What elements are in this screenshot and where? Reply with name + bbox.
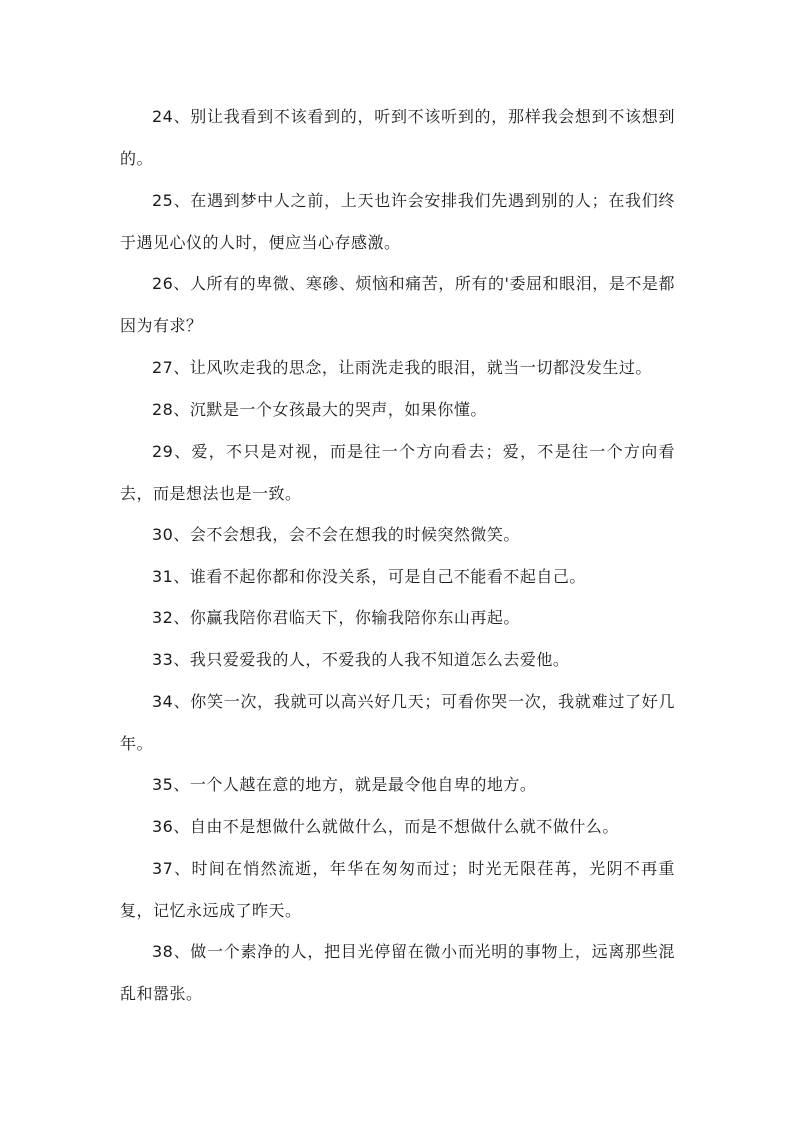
paragraph-29: 29、爱，不只是对视，而是往一个方向看去；爱，不是往一个方向看去，而是想法也是一致。 [120, 442, 675, 503]
paragraph-26: 26、人所有的卑微、寒碜、烦恼和痛苦，所有的'委屈和眼泪，是不是都因为有求？ [120, 274, 675, 335]
paragraph-33: 33、我只爱爱我的人，不爱我的人我不知道怎么去爱他。 [152, 650, 570, 669]
paragraph-32: 32、你赢我陪你君临天下，你输我陪你东山再起。 [152, 608, 520, 627]
paragraph-24: 24、别让我看到不该看到的，听到不该听到的，那样我会想到不该想到的。 [120, 107, 675, 168]
paragraph-28: 28、沉默是一个女孩最大的哭声，如果你懂。 [152, 400, 487, 419]
paragraph-27: 27、让风吹走我的思念，让雨洗走我的眼泪，就当一切都没发生过。 [152, 358, 652, 377]
paragraph-38: 38、做一个素净的人，把目光停留在微小而光明的事物上，远离那些混乱和嚣张。 [120, 942, 675, 1003]
paragraph-30: 30、会不会想我，会不会在想我的时候突然微笑。 [152, 525, 520, 544]
paragraph-37: 37、时间在悄然流逝，年华在匆匆而过；时光无限荏苒，光阴不再重复，记忆永远成了昨天。 [120, 859, 675, 920]
paragraph-35: 35、一个人越在意的地方，就是最令他自卑的地方。 [152, 775, 537, 794]
paragraph-36: 36、自由不是想做什么就做什么，而是不想做什么就不做什么。 [152, 817, 619, 836]
paragraph-25: 25、在遇到梦中人之前，上天也许会安排我们先遇到别的人；在我们终于遇见心仪的人时，便应当心存感激。 [120, 191, 675, 252]
paragraph-31: 31、谁看不起你都和你没关系，可是自己不能看不起自己。 [152, 567, 586, 586]
paragraph-34: 34、你笑一次，我就可以高兴好几天；可看你哭一次，我就难过了好几年。 [120, 692, 675, 753]
